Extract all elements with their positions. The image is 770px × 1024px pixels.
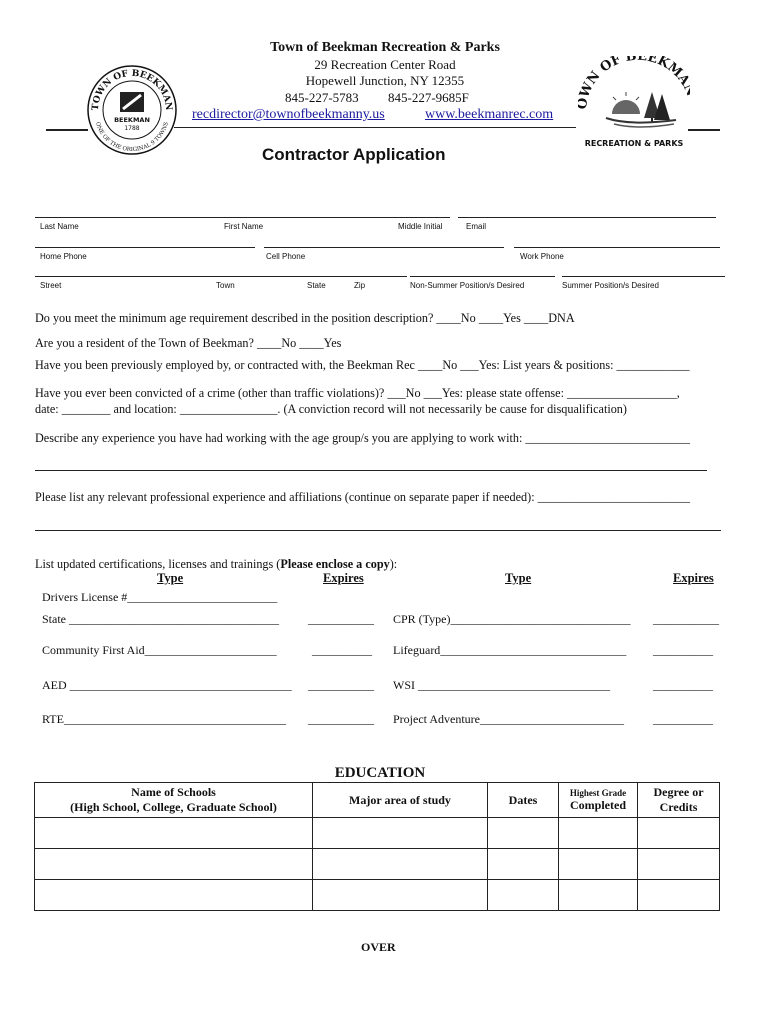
col-school-name-line1: Name of Schools xyxy=(131,785,216,799)
cert-aed-expires[interactable]: ___________ xyxy=(308,678,374,692)
question-previous-employment: Have you been previously employed by, or contracted with, the Beekman Rec ____No ___Yes: List years & positions: ____________ xyxy=(35,358,690,372)
website-link[interactable]: www.beekmanrec.com xyxy=(425,107,554,122)
cert-wsi-type[interactable]: WSI ________________________________ xyxy=(393,678,610,692)
name-input-line[interactable] xyxy=(35,217,450,218)
fax-number: 845-227-9685F xyxy=(388,90,469,105)
last-name-label: Last Name xyxy=(40,222,79,231)
cert-rte-type[interactable]: RTE_____________________________________ xyxy=(42,712,286,726)
cert-rte-expires[interactable]: ___________ xyxy=(308,712,374,726)
certifications-intro xyxy=(35,557,397,572)
email-label: Email xyxy=(466,222,487,231)
email-link[interactable]: recdirector@townofbeekmanny.us xyxy=(192,107,385,122)
cert-project-adventure-expires[interactable]: __________ xyxy=(653,712,713,726)
work-phone-label: Work Phone xyxy=(520,252,564,261)
cert-cpr-expires[interactable]: ___________ xyxy=(653,612,719,626)
summer-label: Summer Position/s Desired xyxy=(562,281,659,290)
education-cell[interactable] xyxy=(559,818,638,849)
address-line-1: 29 Recreation Center Road xyxy=(314,57,456,72)
first-name-label: First Name xyxy=(224,222,264,231)
svg-text:TOWN OF BEEKMAN: WN OF BEEKM xyxy=(578,56,685,100)
middle-initial-label: Middle Initial xyxy=(398,222,443,231)
question-age: Do you meet the minimum age requirement described in the position description? ____No ____Yes ____DNA xyxy=(35,311,575,325)
address-input-line[interactable] xyxy=(35,276,407,277)
email-input-line[interactable] xyxy=(458,217,716,218)
state-label: State xyxy=(307,281,326,290)
non-summer-label: Non-Summer Position/s Desired xyxy=(410,281,525,290)
education-cell[interactable] xyxy=(488,849,559,880)
col-degree-line1: Degree or xyxy=(653,785,704,799)
zip-label: Zip xyxy=(354,281,366,290)
question-conviction-details: date: ________ and location: ________________. (A conviction record will not necessarily be cause for disqualification) xyxy=(35,402,627,416)
form-title: Contractor Application xyxy=(262,145,446,164)
education-table xyxy=(34,782,720,911)
col-highest-grade-small: Highest Grade xyxy=(569,787,627,798)
street-label: Street xyxy=(40,281,62,290)
expires-header-left: Expires xyxy=(323,571,364,585)
cert-first-aid-expires[interactable]: __________ xyxy=(312,643,372,657)
cert-lifeguard-expires[interactable]: __________ xyxy=(653,643,713,657)
education-cell[interactable] xyxy=(638,818,720,849)
education-cell[interactable] xyxy=(313,849,488,880)
header-rule-right xyxy=(688,129,720,131)
education-cell[interactable] xyxy=(638,849,720,880)
col-major: Major area of study xyxy=(313,783,488,818)
cert-first-aid-type[interactable]: Community First Aid______________________ xyxy=(42,643,277,657)
certifications-intro-text: List updated certifications, licenses and trainings ( xyxy=(35,557,281,571)
education-cell[interactable] xyxy=(313,880,488,911)
cert-state-expires[interactable]: ___________ xyxy=(308,612,374,626)
education-cell[interactable] xyxy=(35,818,313,849)
home-phone-label: Home Phone xyxy=(40,252,87,261)
education-header-row xyxy=(35,783,720,818)
question-resident: Are you a resident of the Town of Beekman? ____No ____Yes xyxy=(35,336,342,350)
phone-number: 845-227-5783 xyxy=(285,90,359,105)
question-conviction: Have you ever been convicted of a crime (other than traffic violations)? ___No ___Yes: please state offense: __________________, xyxy=(35,386,680,400)
professional-answer-line[interactable] xyxy=(35,530,721,531)
type-header-left: Type xyxy=(157,571,184,585)
cert-lifeguard-type[interactable]: Lifeguard_______________________________ xyxy=(393,643,627,657)
cell-phone-input-line[interactable] xyxy=(264,247,504,248)
experience-answer-line[interactable] xyxy=(35,470,707,471)
enclose-copy-note: Please enclose a copy xyxy=(280,557,390,571)
col-highest-grade-main: Completed xyxy=(570,797,626,812)
recreation-parks-logo xyxy=(578,56,690,152)
svg-text:ONE OF THE ORIGINAL 9 TOWNS: ONE OF THE ORIGINAL 9 TOWNS xyxy=(94,121,170,154)
col-school-name-line2: (High School, College, Graduate School) xyxy=(70,800,277,814)
expires-header-right: Expires xyxy=(673,571,714,585)
home-phone-input-line[interactable] xyxy=(35,247,255,248)
town-label: Town xyxy=(216,281,235,290)
cert-aed-type[interactable]: AED _____________________________________ xyxy=(42,678,292,692)
col-dates: Dates xyxy=(488,783,559,818)
svg-text:BEEKMAN: BEEKMAN xyxy=(114,116,150,124)
education-row[interactable] xyxy=(35,880,720,911)
cert-project-adventure-type[interactable]: Project Adventure________________________ xyxy=(393,712,624,726)
question-age-group-experience: Describe any experience you have had working with the age group/s you are applying to work with: ___________________________ xyxy=(35,431,690,445)
education-cell[interactable] xyxy=(313,818,488,849)
cert-cpr-type[interactable]: CPR (Type)______________________________ xyxy=(393,612,631,626)
address-line-2: Hopewell Junction, NY 12355 xyxy=(305,73,465,88)
education-row[interactable] xyxy=(35,849,720,880)
svg-text:1788: 1788 xyxy=(124,125,140,132)
education-cell[interactable] xyxy=(488,880,559,911)
header-rule xyxy=(174,127,576,128)
over-note: OVER xyxy=(361,940,396,954)
summer-input-line[interactable] xyxy=(562,276,725,277)
drivers-license-field[interactable]: Drivers License #_________________________ xyxy=(42,590,278,604)
col-highest-grade xyxy=(559,783,638,818)
non-summer-input-line[interactable] xyxy=(410,276,555,277)
education-cell[interactable] xyxy=(35,849,313,880)
education-row[interactable] xyxy=(35,818,720,849)
header-rule-left xyxy=(46,129,88,131)
education-cell[interactable] xyxy=(488,818,559,849)
education-cell[interactable] xyxy=(638,880,720,911)
education-cell[interactable] xyxy=(559,880,638,911)
col-school-name xyxy=(35,783,313,818)
type-header-right: Type xyxy=(505,571,532,585)
cell-phone-label: Cell Phone xyxy=(266,252,306,261)
town-seal-logo xyxy=(86,64,178,156)
cert-state-type[interactable]: State ___________________________________ xyxy=(42,612,279,626)
work-phone-input-line[interactable] xyxy=(514,247,720,248)
svg-text:TOWN OF BEEKMAN: TOWN OF BEEKMAN xyxy=(90,68,174,111)
svg-text:RECREATION & PARKS: RECREATION & PARKS xyxy=(584,139,684,148)
education-cell[interactable] xyxy=(559,849,638,880)
education-heading: EDUCATION xyxy=(334,765,426,781)
question-professional-experience: Please list any relevant professional experience and affiliations (continue on separate paper if needed): _________________________ xyxy=(35,490,690,504)
certifications-intro-close: ): xyxy=(389,557,398,571)
education-cell[interactable] xyxy=(35,880,313,911)
col-degree xyxy=(638,783,720,818)
cert-wsi-expires[interactable]: __________ xyxy=(653,678,713,692)
org-name: Town of Beekman Recreation & Parks xyxy=(270,40,500,55)
col-degree-line2: Credits xyxy=(659,800,698,814)
